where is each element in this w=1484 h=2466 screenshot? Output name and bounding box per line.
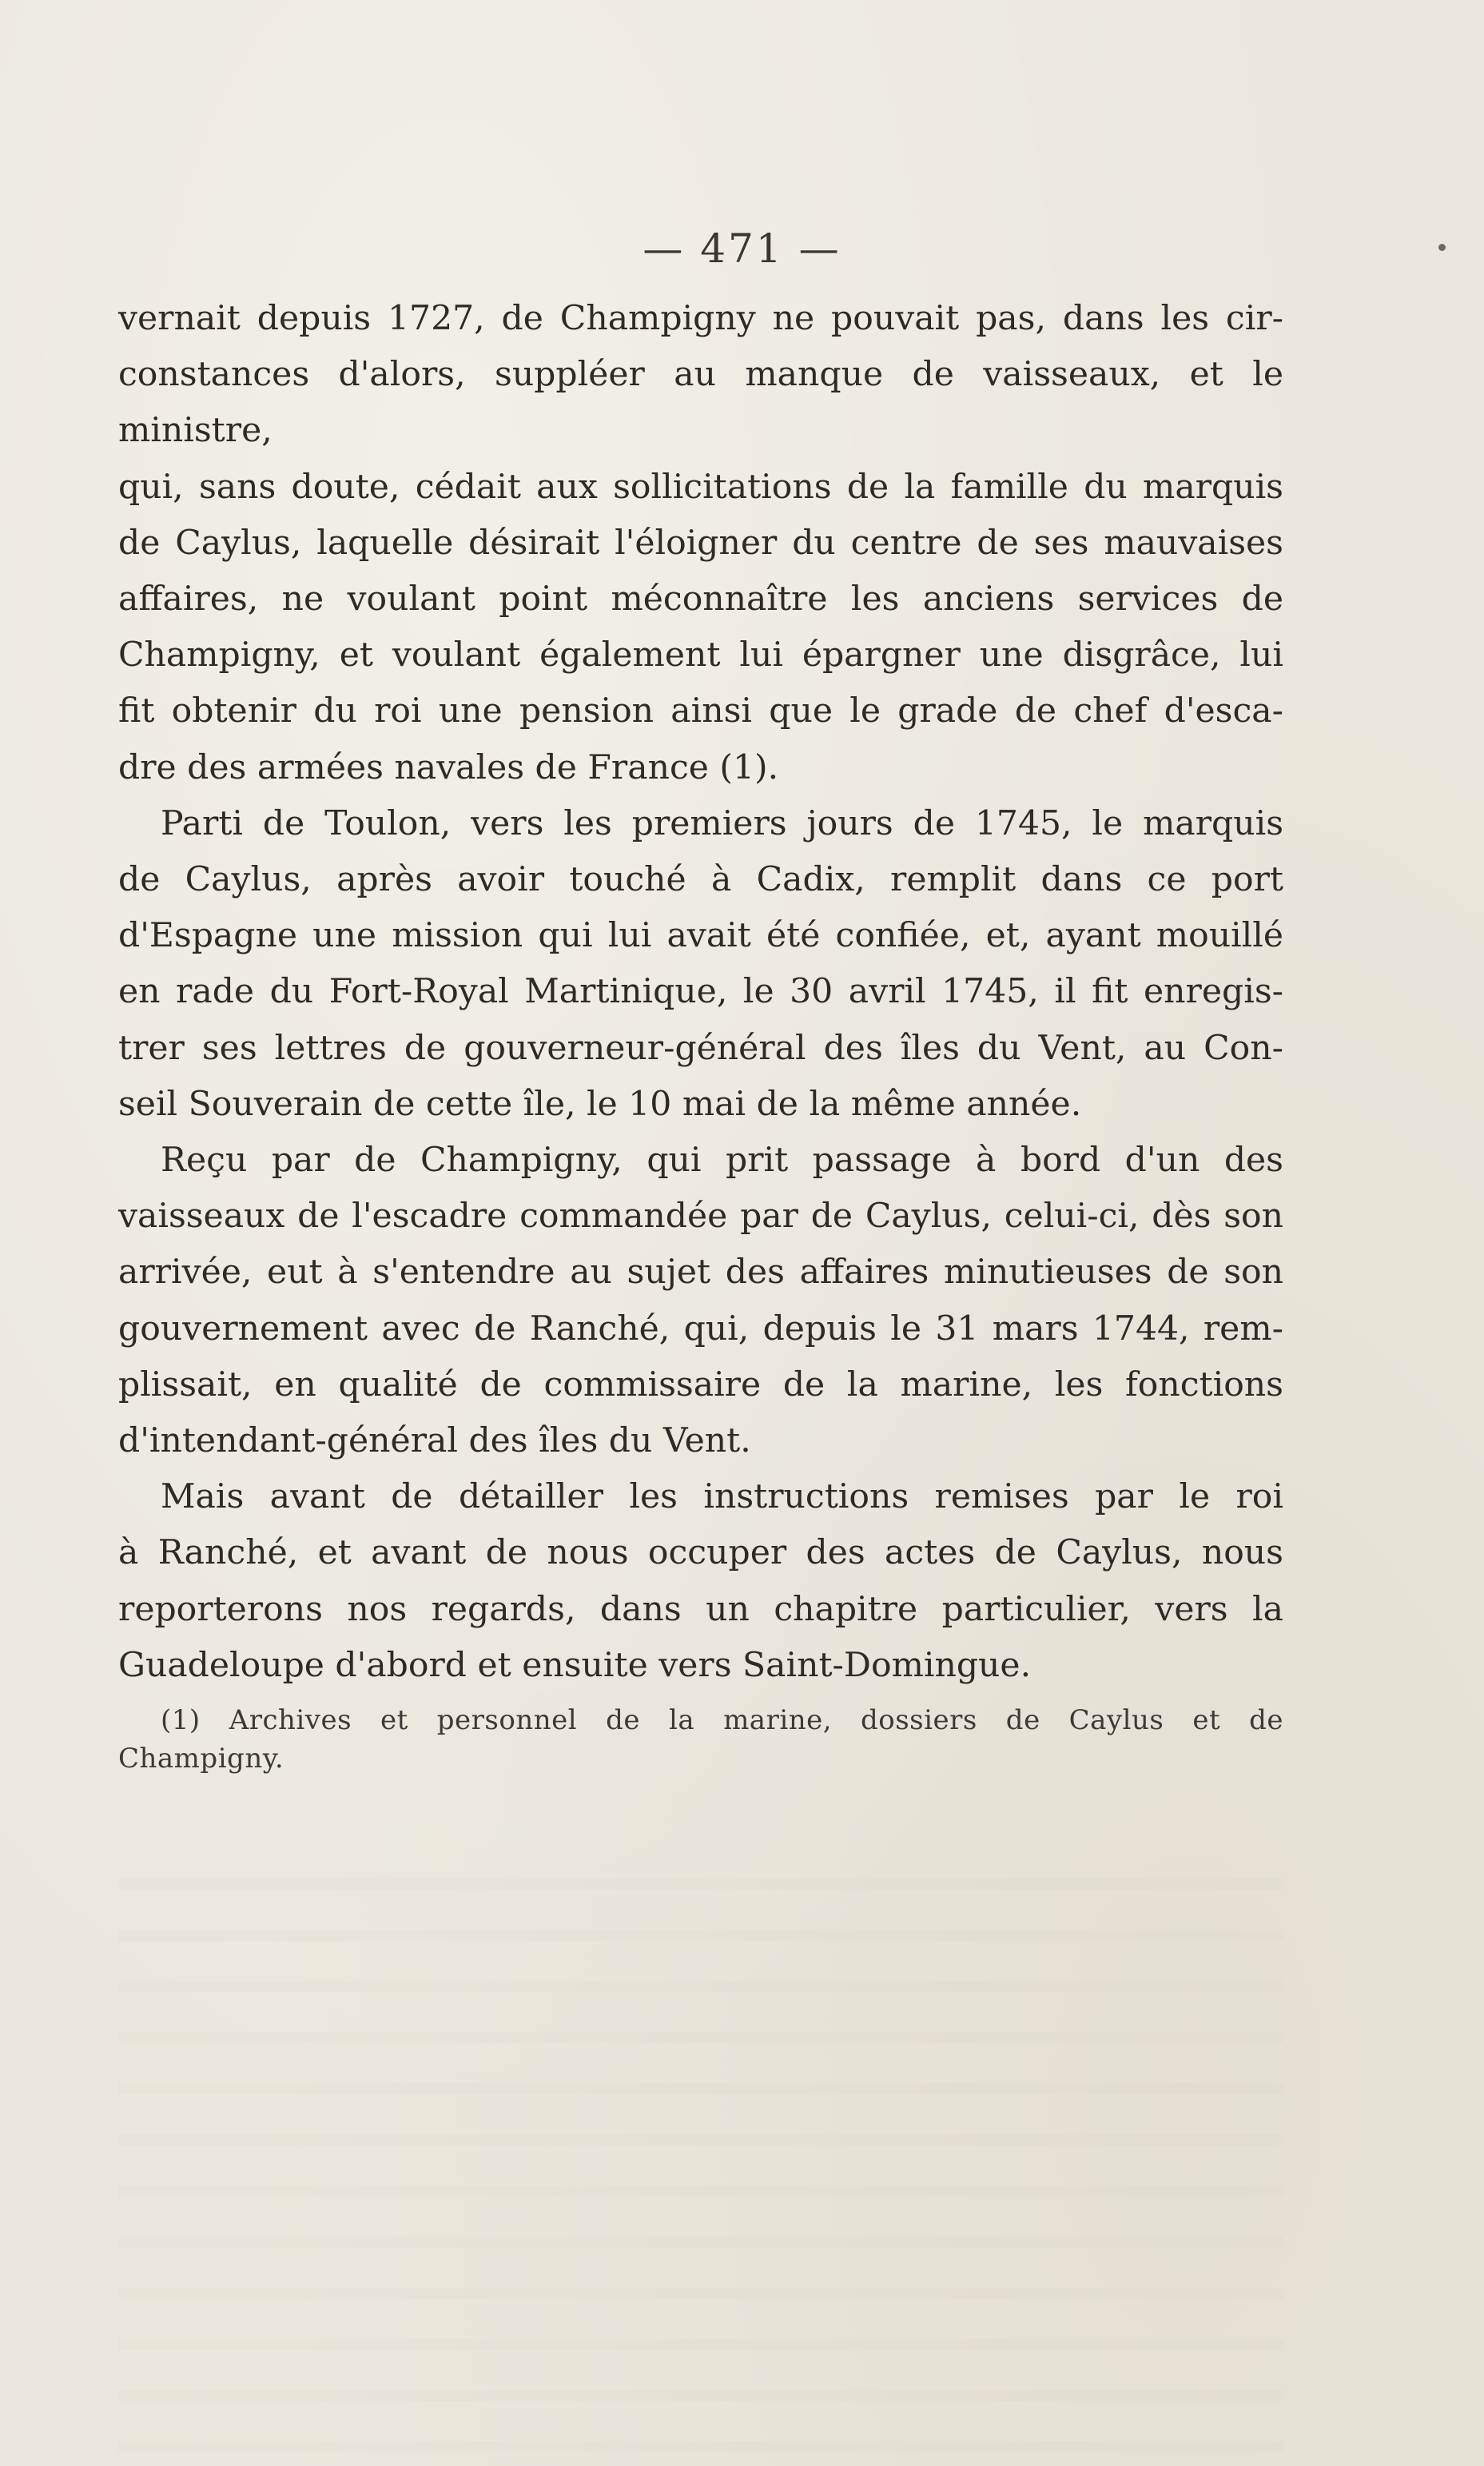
- text-line: vaisseaux de l'escadre commandée par de Caylus, celui-ci, dès son: [118, 1197, 1283, 1237]
- text-line: trer ses lettres de gouverneur-général des îles du Vent, au Con-: [118, 1028, 1283, 1068]
- text-line: Mais avant de détailler les instructions remises par le roi: [161, 1477, 1283, 1517]
- show-through-text: [118, 1839, 1283, 2466]
- page-number: — 471 —: [643, 225, 841, 272]
- text-line: à Ranché, et avant de nous occuper des actes de Caylus, nous: [118, 1533, 1283, 1573]
- footnote-line: (1) Archives et personnel de la marine, dossiers de Caylus et de: [161, 1704, 1283, 1736]
- footnote: [118, 1701, 1283, 1778]
- text-line: d'Espagne une mission qui lui avait été confiée, et, ayant mouillé: [118, 916, 1283, 956]
- text-line: vernait depuis 1727, de Champigny ne pouvait pas, dans les cir-: [118, 299, 1283, 338]
- paragraph-3: [118, 1133, 1283, 1469]
- text-line: plissait, en qualité de commissaire de la marine, les fonctions: [118, 1364, 1283, 1404]
- text-line: d'intendant-général des îles du Vent.: [118, 1421, 751, 1461]
- text-line: de Caylus, laquelle désirait l'éloigner du centre de ses mauvaises: [118, 523, 1283, 563]
- text-line: reporterons nos regards, dans un chapitre particulier, vers la: [118, 1589, 1283, 1629]
- text-line: seil Souverain de cette île, le 10 mai de la même année.: [118, 1084, 1082, 1124]
- text-line: fit obtenir du roi une pension ainsi que le grade de chef d'esca-: [118, 691, 1283, 731]
- text-line: Parti de Toulon, vers les premiers jours de 1745, le marquis: [161, 803, 1283, 843]
- text-line: constances d'alors, suppléer au manque de vaisseaux, et le ministre,: [118, 355, 1283, 451]
- text-line: dre des armées navales de France (1).: [118, 747, 779, 787]
- text-line: en rade du Fort-Royal Martinique, le 30 avril 1745, il fit enregis-: [118, 972, 1283, 1012]
- footnote-paragraph: [118, 1701, 1283, 1778]
- text-line: de Caylus, après avoir touché à Cadix, remplit dans ce port: [118, 860, 1283, 900]
- text-line: arrivée, eut à s'entendre au sujet des affaires minutieuses de son: [118, 1253, 1283, 1293]
- text-line: Reçu par de Champigny, qui prit passage à bord d'un des: [161, 1141, 1283, 1181]
- paragraph-4: [118, 1469, 1283, 1694]
- text-line: qui, sans doute, cédait aux sollicitations de la famille du marquis: [118, 467, 1283, 507]
- paragraph-1: [118, 291, 1283, 796]
- paragraph-2: [118, 796, 1283, 1133]
- text-line: gouvernement avec de Ranché, qui, depuis le 31 mars 1744, rem-: [118, 1309, 1283, 1349]
- text-line: affaires, ne voulant point méconnaître les anciens services de: [118, 580, 1283, 619]
- text-line: Guadeloupe d'abord et ensuite vers Saint-Domingue.: [118, 1645, 1032, 1685]
- footnote-line: Champigny.: [118, 1743, 284, 1775]
- text-line: Champigny, et voulant également lui épargner une disgrâce, lui: [118, 635, 1283, 675]
- main-text: [118, 291, 1283, 1694]
